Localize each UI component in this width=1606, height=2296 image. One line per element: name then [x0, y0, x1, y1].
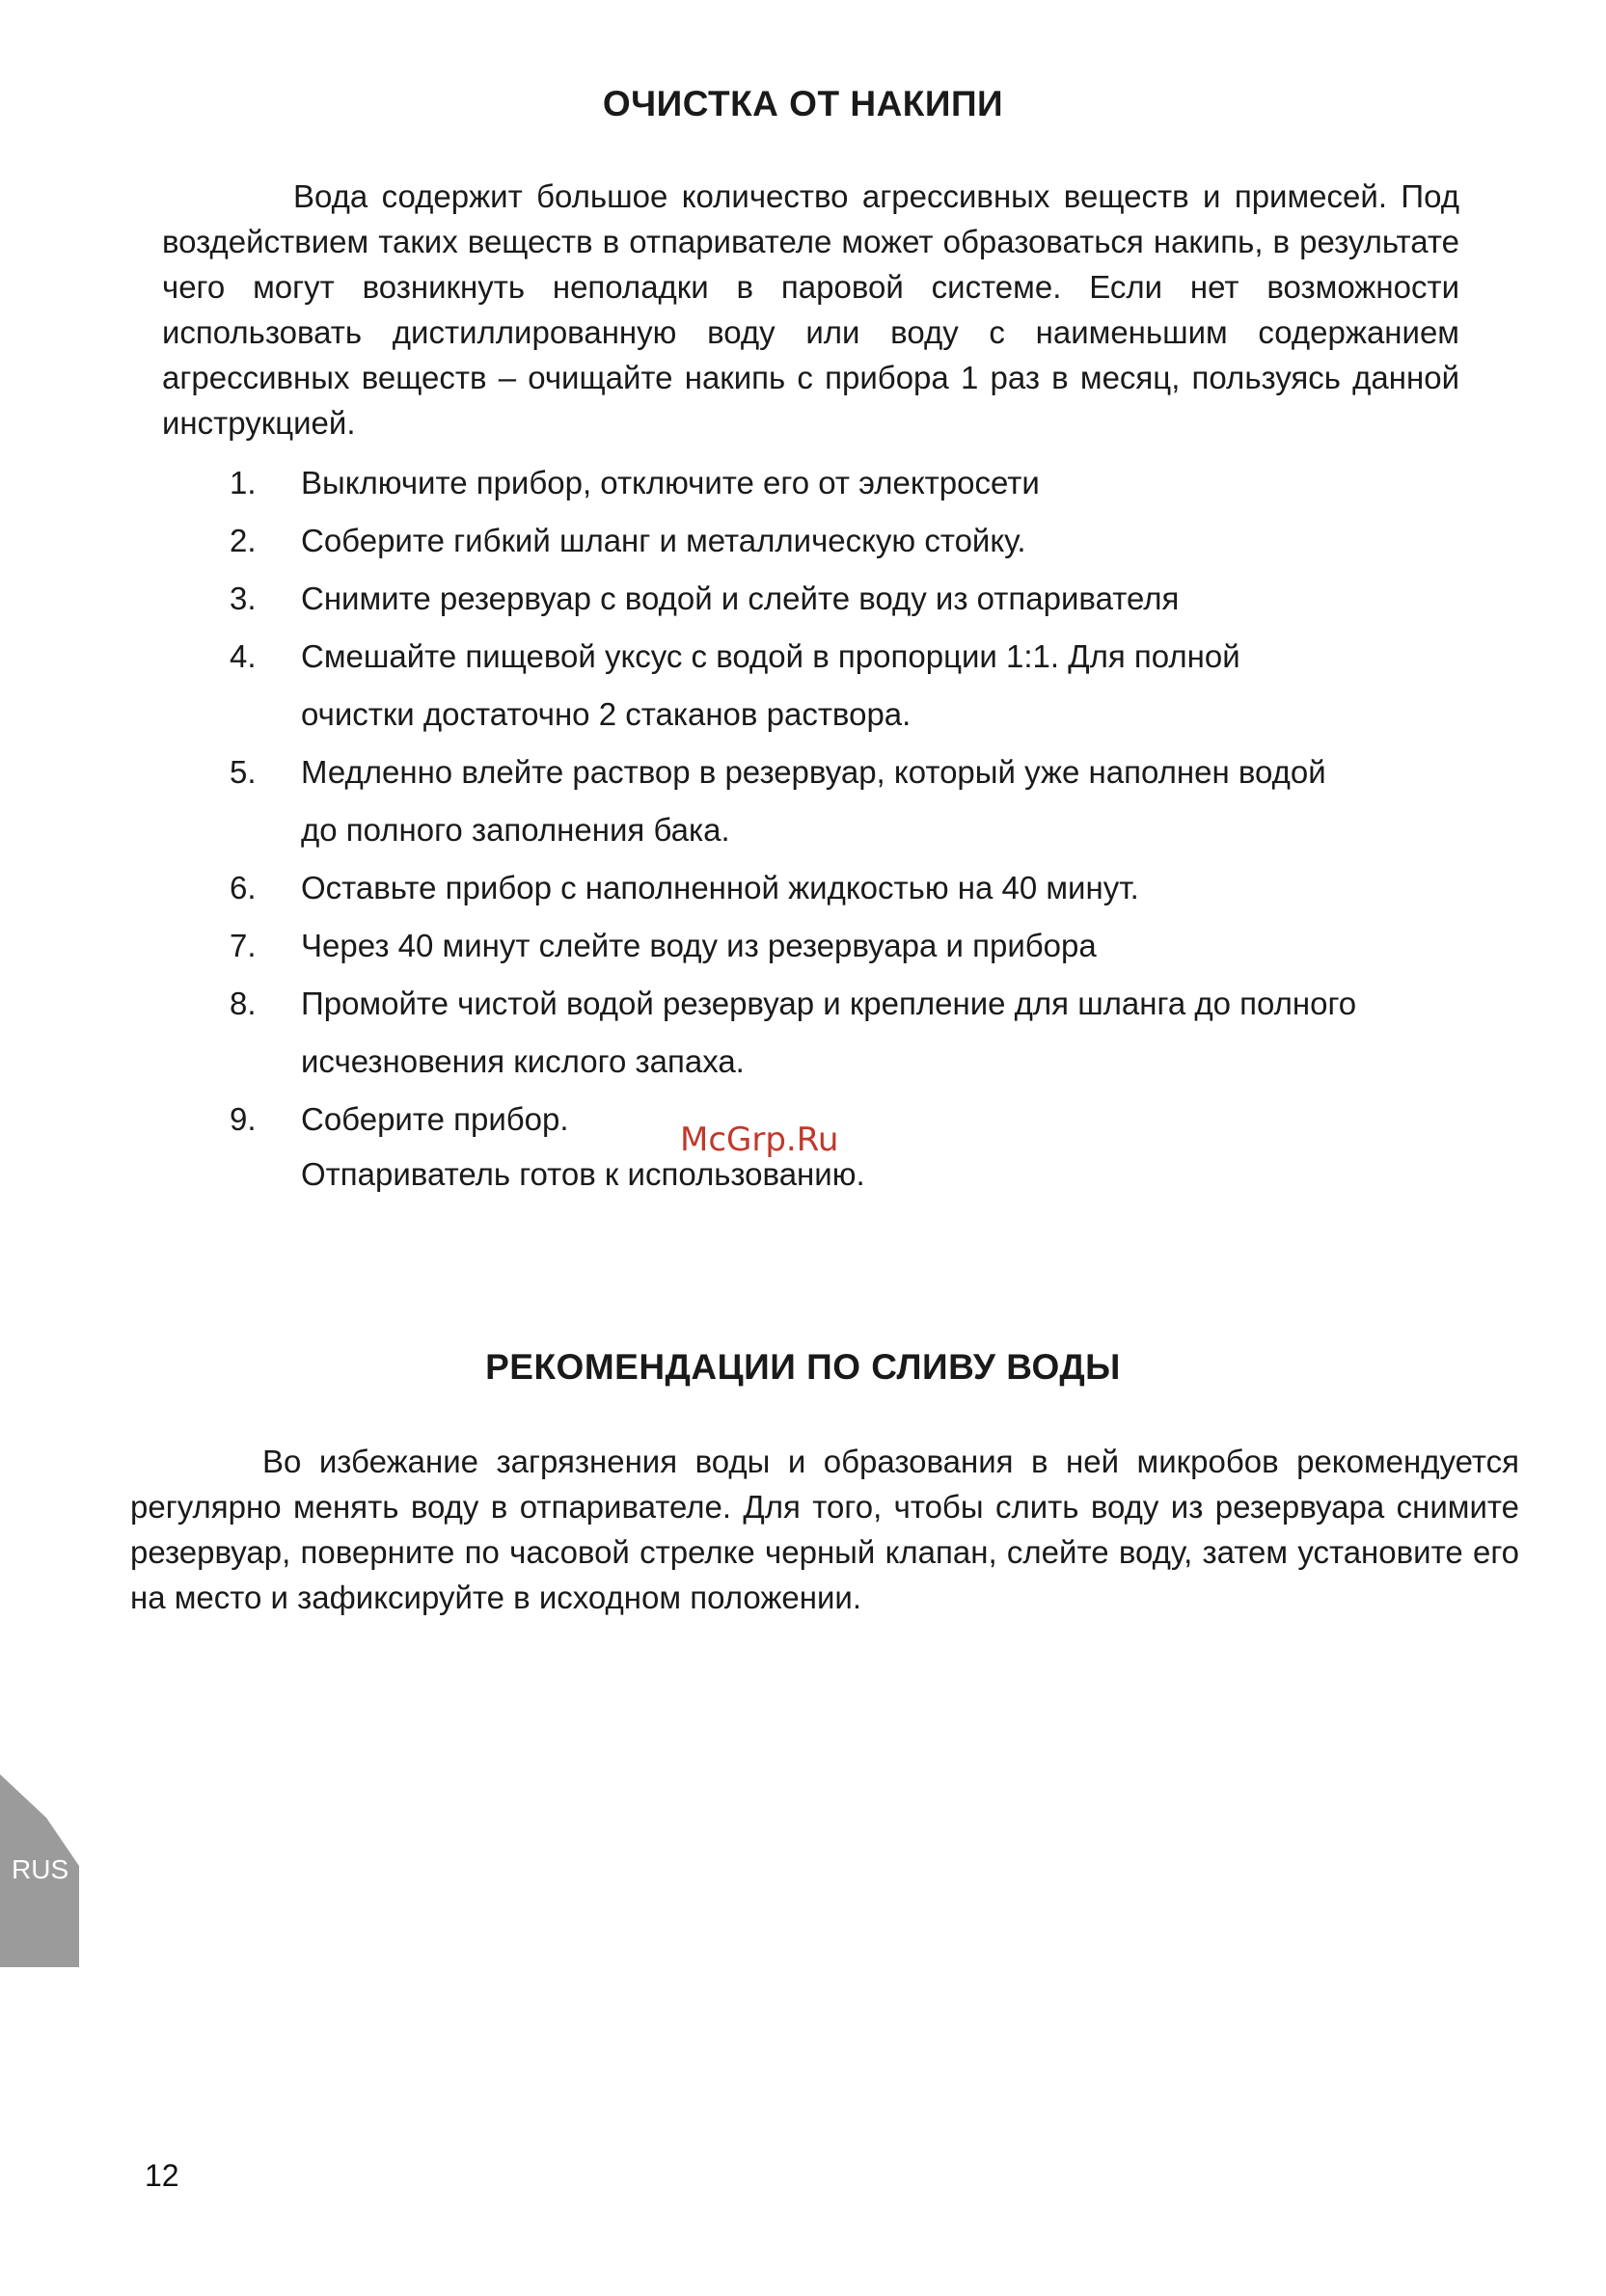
step-text-continued: до полного заполнения бака.: [301, 812, 730, 848]
step-number: 8.: [230, 986, 257, 1021]
page-number: 12: [145, 2158, 179, 2193]
watermark-text: McGrp.Ru: [680, 1121, 839, 1159]
step-text: Соберите прибор.: [301, 1101, 569, 1137]
descaling-intro: [162, 174, 1459, 446]
step-text-continued: очистки достаточно 2 стаканов раствора.: [301, 696, 912, 732]
step-number: 6.: [230, 870, 257, 905]
descaling-heading: ОЧИСТКА ОТ НАКИПИ: [602, 84, 1004, 123]
step-text-continued: исчезновения кислого запаха.: [301, 1043, 745, 1079]
drain-paragraph-text: Во избежание загрязнения воды и образования в ней микробов рекомендуется регулярно менять воду в отпаривателе. Для того, чтобы слить воду из резервуара снимите резервуар, поверните по часовой стрелке черный клапан, слейте воду, затем установите его на место и зафиксируйте в исходном положении.: [130, 1444, 1519, 1615]
step-text: Через 40 минут слейте воду из резервуара и прибора: [301, 928, 1097, 963]
step-text: Выключите прибор, отключите его от электросети: [301, 465, 1040, 500]
step-text: Промойте чистой водой резервуар и крепление для шланга до полного: [301, 986, 1357, 1021]
step-text: Смешайте пищевой уксус с водой в пропорции 1:1. Для полной: [301, 638, 1240, 674]
step-number: 3.: [230, 581, 257, 616]
language-tab-label: RUS: [12, 1854, 69, 1884]
step-number: 7.: [230, 928, 257, 963]
step-number: 5.: [230, 754, 257, 790]
step-text-continued: Отпариватель готов к использованию.: [301, 1156, 865, 1192]
step-number: 2.: [230, 523, 257, 558]
step-text: Снимите резервуар с водой и слейте воду из отпаривателя: [301, 581, 1180, 616]
drain-paragraph: [130, 1439, 1519, 1620]
step-text: Соберите гибкий шланг и металлическую стойку.: [301, 523, 1026, 558]
step-text: Медленно влейте раствор в резервуар, который уже наполнен водой: [301, 754, 1326, 790]
drain-heading: РЕКОМЕНДАЦИИ ПО СЛИВУ ВОДЫ: [485, 1347, 1121, 1387]
step-number: 4.: [230, 638, 257, 674]
step-text: Оставьте прибор с наполненной жидкостью на 40 минут.: [301, 870, 1139, 905]
step-number: 9.: [230, 1101, 257, 1137]
descaling-intro-text: Вода содержит большое количество агрессивных веществ и примесей. Под воздействием таких веществ в отпаривателе может образоваться накипь, в результате чего могут возникнуть неполадки в паровой системе. Если нет возможности использовать дистиллированную воду или воду с наименьшим содержанием агрессивных веществ – очищайте накипь с прибора 1 раз в месяц, пользуясь данной инструкцией.: [162, 178, 1459, 441]
step-number: 1.: [230, 465, 257, 500]
